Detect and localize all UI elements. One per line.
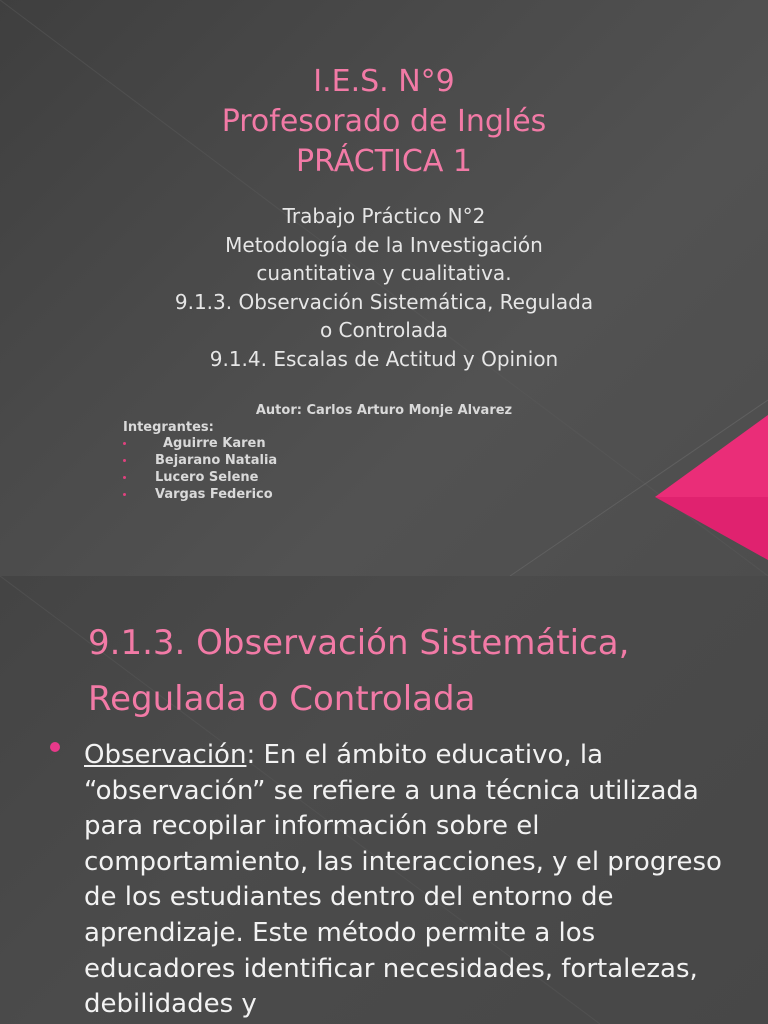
heading-line-2: Regulada o Controlada <box>88 679 476 719</box>
title-line-3: PRÁCTICA 1 <box>296 144 472 179</box>
bullet-text: : En el ámbito educativo, la “observación” se refiere a una técnica utilizada para recopilar información sobre el comportamiento, las interacciones, y el progreso de los estudiantes dentro del entorno de aprendizaje. Este método permite a los educadores identificar necesidades, fortalezas, debilidades y <box>84 740 722 1020</box>
title-line-1: I.E.S. N°9 <box>313 64 455 99</box>
heading-line-1: 9.1.3. Observación Sistemática, <box>88 623 630 663</box>
member-name: Aguirre Karen <box>163 436 266 451</box>
subtitle-line-1: Trabajo Práctico N°2 <box>282 204 486 228</box>
bullet-dot <box>50 742 60 752</box>
member-name: Lucero Selene <box>155 470 259 485</box>
subtitle-line-3: cuantitativa y cualitativa. <box>256 261 512 285</box>
member-bullet <box>123 459 126 462</box>
member-name: Bejarano Natalia <box>155 453 278 468</box>
bullet-paragraph <box>84 738 724 1023</box>
subtitle-line-6: 9.1.4. Escalas de Actitud y Opinion <box>209 347 559 371</box>
subtitle-line-5: o Controlada <box>319 318 449 342</box>
author-line: Autor: Carlos Arturo Monje Alvarez <box>255 403 513 418</box>
member-bullet <box>123 442 126 445</box>
members-label: Integrantes: <box>123 420 214 435</box>
member-name: Vargas Federico <box>155 487 273 502</box>
member-bullet <box>123 476 126 479</box>
bullet-term: Observación <box>84 740 247 770</box>
subtitle-line-4: 9.1.3. Observación Sistemática, Regulada <box>174 290 594 314</box>
subtitle-line-2: Metodología de la Investigación <box>225 233 543 257</box>
title-line-2: Profesorado de Inglés <box>221 104 547 139</box>
member-bullet <box>123 493 126 496</box>
section-heading <box>88 615 629 727</box>
